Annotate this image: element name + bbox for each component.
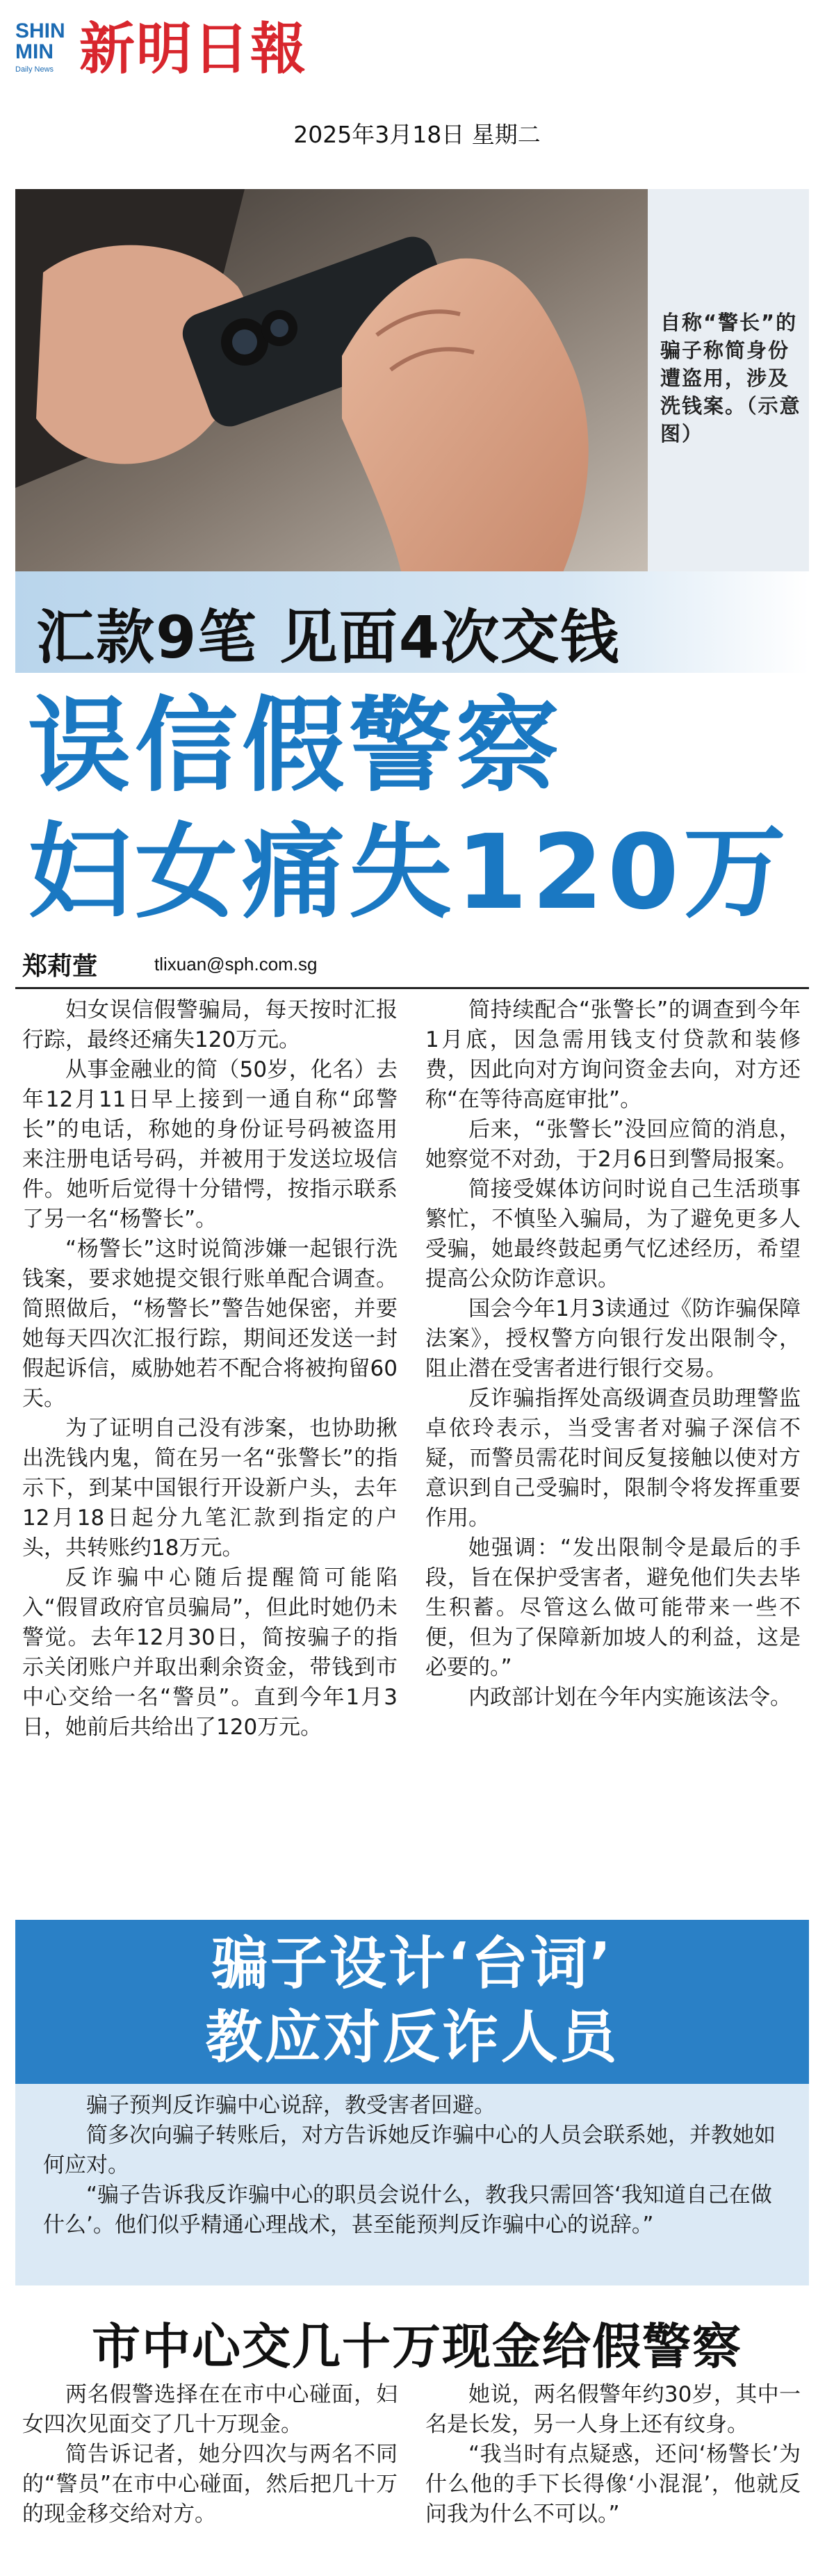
kicker-band <box>15 571 809 673</box>
paragraph: 她说，两名假警年约30岁，其中一名是长发，另一人身上还有纹身。 <box>425 2382 801 2437</box>
paragraph: “骗子告诉我反诈骗中心的职员会说什么，教我只需回答‘我知道自己在做什么’。他们似乎精通心理战术，甚至能预判反诈骗中心的说辞。” <box>43 2183 772 2237</box>
sidebar-title-line-2: 教应对反诈人员 <box>205 2005 619 2071</box>
section-2-column-right <box>425 2380 801 2529</box>
byline-email[interactable]: tlixuan@sph.com.sg <box>154 954 318 975</box>
paragraph: 反诈骗指挥处高级调查员助理警监卓依玲表示，当受害者对骗子深信不疑，而警员需花时间反复接触以使对方意识到自己受骗时，限制令将发挥重要作用。 <box>425 1386 801 1531</box>
paragraph: 为了证明自己没有涉案，也协助揪出洗钱内鬼，简在另一名“张警长”的指示下，到某中国银行开设新户头，去年12月18日起分九笔汇款到指定的户头，共转账约18万元。 <box>22 1416 398 1560</box>
paragraph: 国会今年1月3读通过《防诈骗保障法案》，授权警方向银行发出限制令，阻止潜在受害者进行银行交易。 <box>425 1296 801 1381</box>
logo-subtitle: Daily News <box>15 65 54 74</box>
paragraph: 简持续配合“张警长”的调查到今年1月底，因急需用钱支付贷款和装修费，因此向对方询问资金去向，对方还称“在等待高庭审批”。 <box>425 997 801 1112</box>
paragraph: 后来，“张警长”没回应简的消息，她察觉不对劲，于2月6日到警局报案。 <box>425 1117 801 1172</box>
headline-line-1: 误信假警察 <box>28 686 563 806</box>
paragraph: “我当时有点疑惑，还问‘杨警长’为什么他的手下长得像‘小混混’，他就反问我为什么不可以。” <box>425 2442 801 2527</box>
paragraph: 两名假警选择在在市中心碰面，妇女四次见面交了几十万现金。 <box>22 2382 398 2437</box>
article-column-right <box>425 995 801 1713</box>
sidebar-box-body <box>15 2084 809 2285</box>
logo-chinese: 新明日報 <box>79 16 307 81</box>
paragraph: 反诈骗中心随后提醒简可能陷入“假冒政府官员骗局”，但此时她仍未警觉。去年12月30日，简按骗子的指示关闭账户并取出剩余资金，带钱到市中心交给一名“警员”。直到今年1月3日，她前后共给出了120万元。 <box>22 1565 398 1740</box>
byline-author: 郑莉萱 <box>22 952 98 981</box>
dateline: 2025年3月18日 星期二 <box>293 121 541 148</box>
section-2-title: 市中心交几十万现金给假警察 <box>92 2318 742 2375</box>
headline-line-2: 妇女痛失120万 <box>28 813 790 932</box>
section-2-column-left <box>22 2380 398 2529</box>
paragraph: 骗子预判反诈骗中心说辞，教受害者回避。 <box>86 2093 496 2118</box>
photo-caption: 自称“警长”的骗子称简身份遭盗用，涉及洗钱案。（示意图） <box>660 311 801 446</box>
article-column-left <box>22 995 398 1743</box>
byline-rule <box>15 987 809 989</box>
paragraph: 她强调：“发出限制令是最后的手段，旨在保护受害者，避免他们失去毕生积蓄。尽管这么做可能带来一些不便，但为了保障新加坡人的利益，这是必要的。” <box>425 1535 801 1680</box>
sidebar-box-header <box>15 1920 809 2084</box>
paragraph: 妇女误信假警骗局，每天按时汇报行踪，最终还痛失120万元。 <box>22 997 398 1052</box>
paragraph: “杨警长”这时说简涉嫌一起银行洗钱案，要求她提交银行账单配合调查。简照做后，“杨警长”警告她保密，并要她每天四次汇报行踪，期间还发送一封假起诉信，威胁她若不配合将被拘留60天。 <box>22 1237 398 1411</box>
kicker-headline: 汇款9笔 见面4次交钱 <box>36 603 621 671</box>
paragraph: 简告诉记者，她分四次与两名不同的“警员”在市中心碰面，然后把几十万的现金移交给对方。 <box>22 2442 398 2527</box>
sidebar-title-line-1: 骗子设计‘台词’ <box>211 1931 614 1997</box>
paragraph: 从事金融业的简（50岁，化名）去年12月11日早上接到一通自称“邱警长”的电话，称她的身份证号码被盗用来注册电话号码，并被用于发送垃圾信件。她听后觉得十分错愕，按指示联系了另一名“杨警长”。 <box>22 1057 398 1232</box>
logo-english: SHIN MIN <box>15 19 65 63</box>
phone-call-photo <box>15 189 648 585</box>
paragraph: 简多次向骗子转账后，对方告诉她反诈骗中心的人员会联系她，并教她如何应对。 <box>43 2123 776 2178</box>
paragraph: 内政部计划在今年内实施该法令。 <box>468 1685 792 1710</box>
paragraph: 简接受媒体访问时说自己生活琐事繁忙，不慎坠入骗局，为了避免更多人受骗，她最终鼓起勇气忆述经历，希望提高公众防诈意识。 <box>425 1177 801 1291</box>
photo-area <box>15 189 809 585</box>
masthead <box>15 13 432 89</box>
